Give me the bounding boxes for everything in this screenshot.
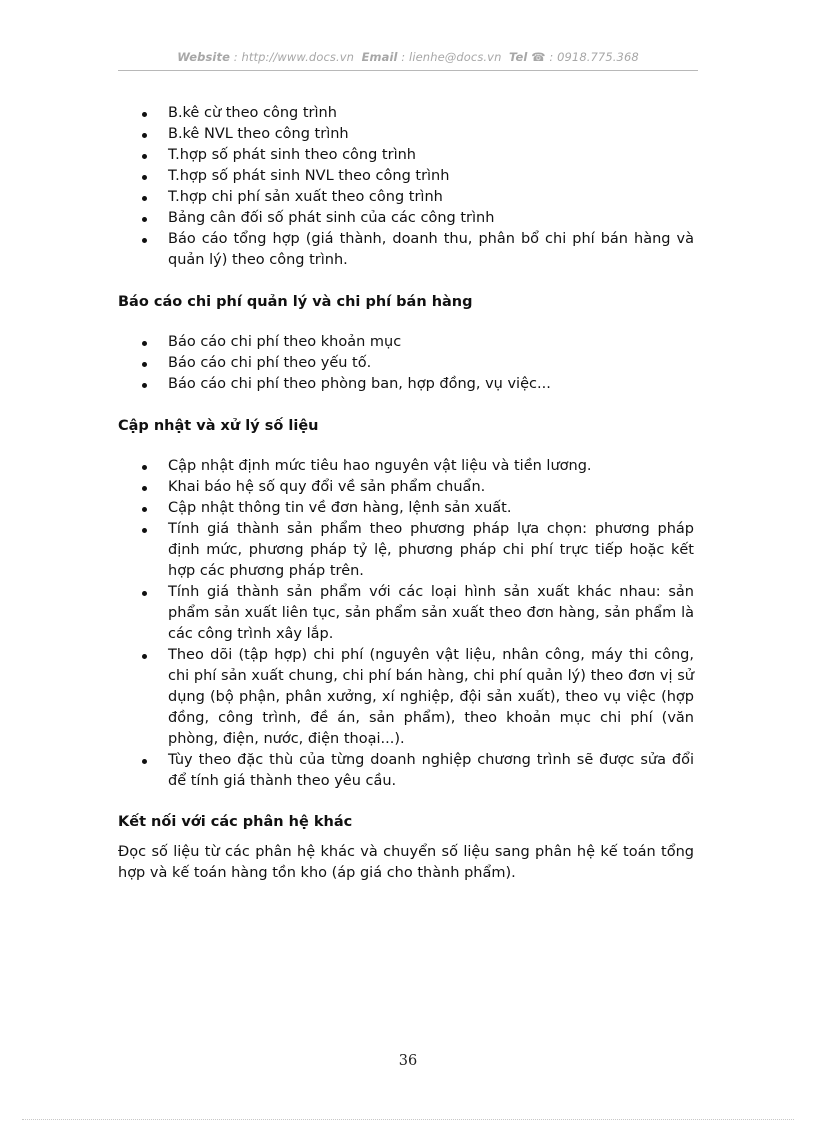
- list-item: Bảng cân đối số phát sinh của các công trình: [118, 208, 694, 229]
- list-item: Tùy theo đặc thù của từng doanh nghiệp chương trình sẽ được sửa đổi để tính giá thành theo yêu cầu.: [118, 750, 694, 792]
- list-item: B.kê cừ theo công trình: [118, 103, 694, 124]
- page-number: 36: [398, 1053, 418, 1069]
- bullet-icon: [142, 528, 147, 533]
- list-item: Báo cáo chi phí theo khoản mục: [118, 332, 694, 353]
- page-header: Website : http://www.docs.vn Email : lienhe@docs.vn Tel ☎ : 0918.775.368: [177, 50, 639, 64]
- tel-label: Tel: [508, 50, 528, 64]
- page-content: [118, 103, 694, 884]
- data-processing-list: [118, 456, 694, 792]
- list-item: Cập nhật định mức tiêu hao nguyên vật liệu và tiền lương.: [118, 456, 694, 477]
- list-item: Báo cáo chi phí theo phòng ban, hợp đồng, vụ việc...: [118, 374, 694, 395]
- email-link[interactable]: lienhe@docs.vn: [409, 50, 502, 64]
- bullet-icon: [142, 362, 147, 367]
- email-label: Email: [361, 50, 398, 64]
- bullet-icon: [142, 238, 147, 243]
- tel-value: 0918.775.368: [557, 50, 639, 64]
- bullet-icon: [142, 112, 147, 117]
- report-list: [118, 103, 694, 271]
- phone-icon: ☎: [531, 50, 546, 64]
- bullet-icon: [142, 654, 147, 659]
- integration-paragraph: Đọc số liệu từ các phân hệ khác và chuyển số liệu sang phân hệ kế toán tổng hợp và kế toán hàng tồn kho (áp giá cho thành phẩm).: [118, 844, 694, 881]
- list-item: B.kê NVL theo công trình: [118, 124, 694, 145]
- website-link[interactable]: http://www.docs.vn: [241, 50, 355, 64]
- cost-report-list: [118, 332, 694, 395]
- bullet-icon: [142, 133, 147, 138]
- bullet-icon: [142, 507, 147, 512]
- list-item: T.hợp số phát sinh NVL theo công trình: [118, 166, 694, 187]
- page-bottom-edge: [22, 1119, 794, 1120]
- header-divider: [118, 70, 698, 71]
- list-item: Báo cáo chi phí theo yếu tố.: [118, 353, 694, 374]
- list-item: Tính giá thành sản phẩm theo phương pháp lựa chọn: phương pháp định mức, phương pháp tỷ lệ, phương pháp chi phí trực tiếp hoặc kết hợp các phương pháp trên.: [118, 519, 694, 582]
- list-item: Theo dõi (tập hợp) chi phí (nguyên vật liệu, nhân công, máy thi công, chi phí sản xuất chung, chi phí bán hàng, chi phí quản lý) theo đơn vị sử dụng (bộ phận, phân xưởng, xí nghiệp, đội sản xuất), theo vụ việc (hợp đồng, công trình, đề án, sản phẩm), theo khoản mục chi phí (văn phòng, điện, nước, điện thoại...).: [118, 645, 694, 750]
- bullet-icon: [142, 486, 147, 491]
- bullet-icon: [142, 341, 147, 346]
- bullet-icon: [142, 465, 147, 470]
- list-item: T.hợp số phát sinh theo công trình: [118, 145, 694, 166]
- bullet-icon: [142, 175, 147, 180]
- website-label: Website: [177, 50, 230, 64]
- bullet-icon: [142, 591, 147, 596]
- bullet-icon: [142, 217, 147, 222]
- bullet-icon: [142, 154, 147, 159]
- bullet-icon: [142, 759, 147, 764]
- list-item: T.hợp chi phí sản xuất theo công trình: [118, 187, 694, 208]
- list-item: Khai báo hệ số quy đổi về sản phẩm chuẩn.: [118, 477, 694, 498]
- list-item: Báo cáo tổng hợp (giá thành, doanh thu, phân bổ chi phí bán hàng và quản lý) theo công trình.: [118, 229, 694, 271]
- section-heading-integration: Kết nối với các phân hệ khác: [118, 814, 353, 830]
- list-item: Cập nhật thông tin về đơn hàng, lệnh sản xuất.: [118, 498, 694, 519]
- section-heading-cost-report: Báo cáo chi phí quản lý và chi phí bán hàng: [118, 294, 473, 310]
- section-heading-data-processing: Cập nhật và xử lý số liệu: [118, 418, 319, 434]
- bullet-icon: [142, 196, 147, 201]
- list-item: Tính giá thành sản phẩm với các loại hình sản xuất khác nhau: sản phẩm sản xuất liên tục, sản phẩm sản xuất theo đơn hàng, sản phẩm là các công trình xây lắp.: [118, 582, 694, 645]
- bullet-icon: [142, 383, 147, 388]
